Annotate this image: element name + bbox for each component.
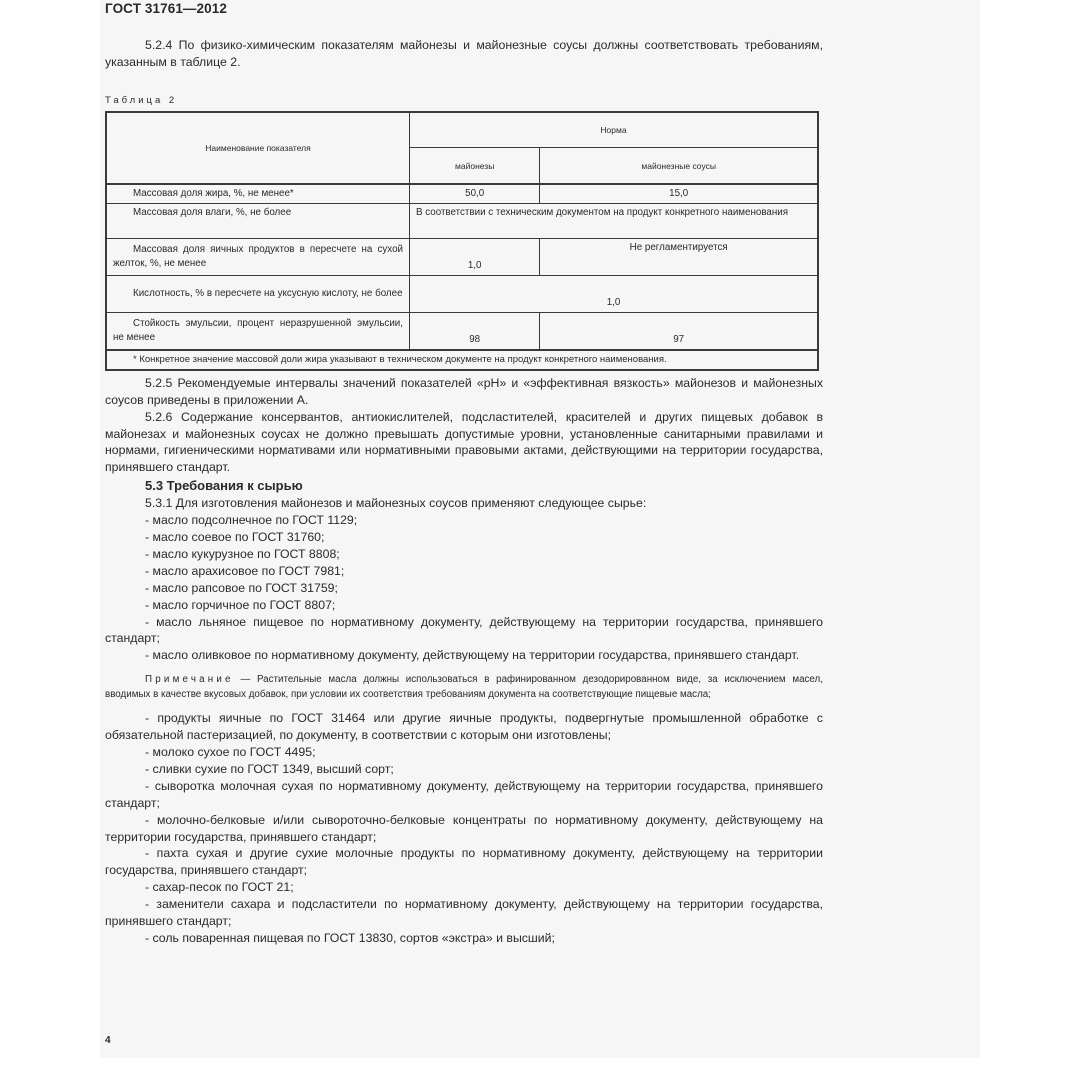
list-item-ingredient: - молоко сухое по ГОСТ 4495; — [145, 745, 316, 760]
list-item-oil: - масло кукурузное по ГОСТ 8808; — [145, 546, 340, 561]
list-item-oil: - масло рапсовое по ГОСТ 31759; — [145, 580, 338, 595]
list-item-ingredient: - сыворотка молочная сухая по нормативному документу, действующему на территории государства, принявшего стандарт; — [105, 778, 823, 810]
row-merged-value: В соответствии с техническим документом на продукт конкретного наименования — [410, 203, 819, 238]
table-row — [106, 238, 818, 275]
list-item-oil: - масло арахисовое по ГОСТ 7981; — [145, 563, 345, 578]
row-sauces-value: 97 — [540, 312, 818, 350]
row-name: Массовая доля яичных продуктов в пересчете на сухой желток, %, не менее — [106, 238, 410, 275]
list-item-oil: - масло оливковое по нормативному документу, действующему на территории государства, принявшего стандарт. — [145, 648, 800, 663]
list-item-ingredient: - заменители сахара и подсластители по нормативному документу, действующему на территории государства, принявшего стандарт; — [105, 897, 823, 929]
row-name: Массовая доля влаги, %, не более — [106, 203, 410, 238]
header-norm: Норма — [410, 112, 819, 148]
paragraph-5-3-1: 5.3.1 Для изготовления майонезов и майонезных соусов применяют следующее сырье: — [145, 496, 647, 511]
table-row — [106, 275, 818, 312]
header-mayonnaise: майонезы — [410, 148, 540, 184]
paragraph-5-2-4: 5.2.4 По физико-химическим показателям майонезы и майонезные соусы должны соответствовать требованиям, указанным в таблице 2. — [105, 38, 823, 69]
list-item-oil: - масло подсолнечное по ГОСТ 1129; — [145, 513, 358, 528]
list-item-ingredient: - соль поваренная пищевая по ГОСТ 13830, сортов «экстра» и высший; — [145, 931, 555, 945]
section-heading-5-3: 5.3 Требования к сырью — [145, 478, 303, 494]
row-mayonnaise-value: 50,0 — [410, 184, 540, 204]
list-item-oil: - масло льняное пищевое по нормативному документу, действующему на территории государства, принявшего стандарт; — [105, 614, 823, 646]
table-row — [106, 312, 818, 350]
document-content — [105, 0, 823, 947]
table-caption: Таблица 2 — [105, 94, 178, 106]
list-item-ingredient: - сливки сухие по ГОСТ 1349, высший сорт; — [145, 761, 394, 776]
document-header: ГОСТ 31761—2012 — [105, 1, 227, 16]
note-label: Примечание — [145, 674, 234, 686]
list-item-ingredient: - молочно-белковые и/или сывороточно-белковые концентраты по нормативному документу, действующему на территории государства, принявшего стандарт; — [105, 812, 823, 844]
row-name: Массовая доля жира, %, не менее* — [106, 184, 410, 204]
header-indicator-name: Наименование показателя — [106, 112, 410, 184]
header-sauces: майонезные соусы — [540, 148, 818, 184]
list-item-oil: - масло соевое по ГОСТ 31760; — [145, 529, 325, 544]
row-name: Кислотность, % в пересчете на уксусную кислоту, не более — [106, 275, 410, 312]
table-row — [106, 203, 818, 238]
table-row — [106, 184, 818, 204]
paragraph-5-2-5: 5.2.5 Рекомендуемые интервалы значений показателей «pH» и «эффективная вязкость» майонезов и майонезных соусов приведены в приложении А. — [105, 375, 823, 407]
list-item-oil: - масло горчичное по ГОСТ 8807; — [145, 597, 336, 612]
row-name: Стойкость эмульсии, процент неразрушенной эмульсии, не менее — [106, 312, 410, 350]
page-number: 4 — [105, 1035, 111, 1046]
paragraph-5-2-6: 5.2.6 Содержание консервантов, антиокислителей, подсластителей, красителей и других пищевых добавок в майонезах и майонезных соусах не должно превышать допустимые уровни, установленные санитарными правилами и нормами, гигиеническими нормативами или нормативными правовыми актами, действующими на территории государства, принявшего стандарт. — [105, 409, 823, 475]
table-footnote: * Конкретное значение массовой доли жира указывают в техническом документе на продукт конкретного наименования. — [106, 350, 818, 370]
list-item-ingredient: - пахта сухая и другие сухие молочные продукты по нормативному документу, действующему на территории государства, принявшего стандарт; — [105, 846, 823, 878]
list-item-ingredient: - продукты яичные по ГОСТ 31464 или другие яичные продукты, подвергнутые промышленной обработке с обязательной пастеризацией, по документу, в соответствии с которым они изготовлены; — [105, 711, 823, 743]
row-mayonnaise-value: 1,0 — [410, 238, 540, 275]
note-text: — Растительные масла должны использоваться в рафинированном дезодорированном виде, за исключением масел, вводимых в качестве вкусовых добавок, при условии их соответствия требованиям документа на соответствующие пищевые масла; — [105, 674, 823, 701]
list-item-ingredient: - сахар-песок по ГОСТ 21; — [145, 880, 294, 895]
row-merged-value: 1,0 — [410, 275, 819, 312]
row-mayonnaise-value: 98 — [410, 312, 540, 350]
row-sauces-value: 15,0 — [540, 184, 818, 204]
note-block — [105, 672, 823, 702]
requirements-table — [105, 111, 819, 371]
row-sauces-value: Не регламентируется — [540, 238, 818, 275]
